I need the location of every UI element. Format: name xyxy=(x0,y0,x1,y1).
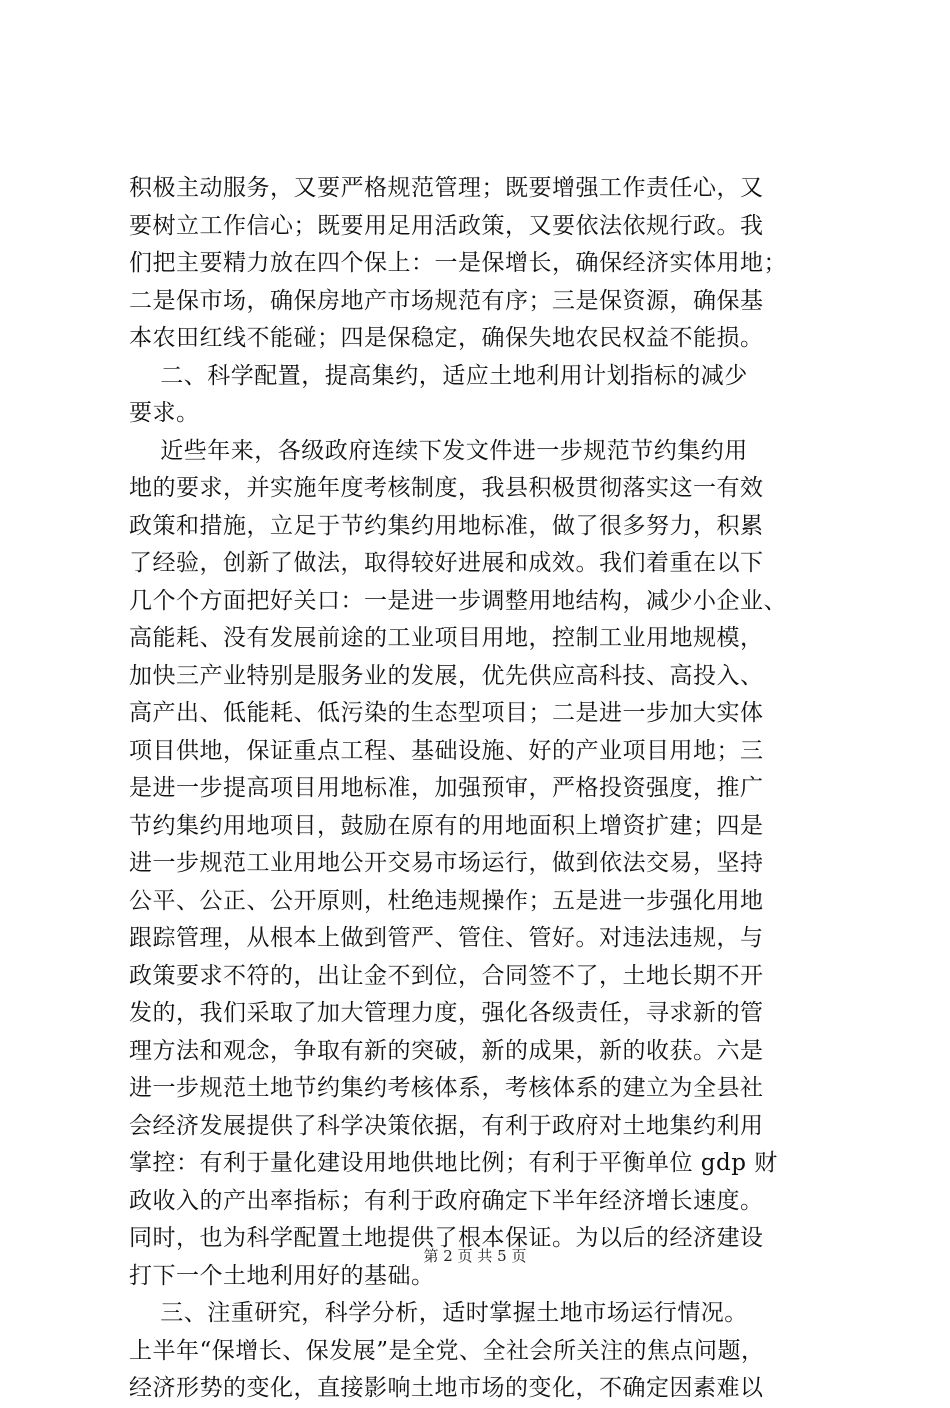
text-line: 二是保市场，确保房地产市场规范有序；三是保资源，确保基 xyxy=(129,287,764,314)
text-line: 政策和措施，立足于节约集约用地标准，做了很多努力，积累 xyxy=(129,512,764,539)
text-line: 三、注重研究，科学分析，适时掌握土地市场运行情况。 xyxy=(129,1300,748,1326)
text-line: 项目供地，保证重点工程、基础设施、好的产业项目用地；三 xyxy=(129,737,764,764)
text-line: 二、科学配置，提高集约，适应土地利用计划指标的减少 xyxy=(129,362,748,389)
text-line: 跟踪管理，从根本上做到管严、管住、管好。对违法违规，与 xyxy=(129,925,764,951)
text-line: 们把主要精力放在四个保上：一是保增长，确保经济实体用地； xyxy=(129,250,787,276)
text-line: 上半年“保增长、保发展”是全党、全社会所关注的焦点问题， xyxy=(129,1337,765,1364)
text-line: 节约集约用地项目，鼓励在原有的用地面积上增资扩建；四是 xyxy=(129,812,764,839)
text-line: 了经验，创新了做法，取得较好进展和成效。我们着重在以下 xyxy=(129,550,764,576)
text-line: 发的，我们采取了加大管理力度，强化各级责任，寻求新的管 xyxy=(129,1000,764,1026)
text-line: 要树立工作信心；既要用足用活政策，又要依法依规行政。我 xyxy=(129,212,764,239)
text-line: 积极主动服务，又要严格规范管理；既要增强工作责任心，又 xyxy=(129,175,764,201)
text-line: 加快三产业特别是服务业的发展，优先供应高科技、高投入、 xyxy=(129,662,764,689)
text-line: 几个个方面把好关口：一是进一步调整用地结构，减少小企业、 xyxy=(129,587,787,614)
text-line: 同时，也为科学配置土地提供了根本保证。为以后的经济建设 xyxy=(129,1225,764,1251)
text-line: 掌控：有利于量化建设用地供地比例；有利于平衡单位 gdp 财 xyxy=(129,1150,778,1176)
text-line: 理方法和观念，争取有新的突破，新的成果，新的收获。六是 xyxy=(129,1037,764,1064)
text-line: 是进一步提高项目用地标准，加强预审，严格投资强度，推广 xyxy=(129,775,764,801)
text-line: 政收入的产出率指标；有利于政府确定下半年经济增长速度。 xyxy=(129,1187,764,1214)
text-line: 经济形势的变化，直接影响土地市场的变化，不确定因素难以 xyxy=(129,1375,764,1401)
text-line: 进一步规范工业用地公开交易市场运行，做到依法交易，坚持 xyxy=(129,850,764,876)
text-line: 政策要求不符的，出让金不到位，合同签不了，土地长期不开 xyxy=(129,962,764,989)
text-line: 地的要求，并实施年度考核制度，我县积极贯彻落实这一有效 xyxy=(129,475,764,501)
text-line: 会经济发展提供了科学决策依据，有利于政府对土地集约利用 xyxy=(129,1112,764,1139)
text-line: 高能耗、没有发展前途的工业项目用地，控制工业用地规模， xyxy=(129,625,764,651)
text-line: 近些年来，各级政府连续下发文件进一步规范节约集约用 xyxy=(129,437,748,464)
text-line: 公平、公正、公开原则，杜绝违规操作；五是进一步强化用地 xyxy=(129,887,764,914)
document-body xyxy=(129,170,829,1408)
page-footer: 第 2 页 共 5 页 xyxy=(423,1247,527,1265)
text-line: 进一步规范土地节约集约考核体系，考核体系的建立为全县社 xyxy=(129,1075,764,1101)
text-line: 高产出、低能耗、低污染的生态型项目；二是进一步加大实体 xyxy=(129,700,764,726)
text-line: 打下一个土地利用好的基础。 xyxy=(129,1262,435,1289)
text-line: 要求。 xyxy=(129,400,200,426)
text-line: 本农田红线不能碰；四是保稳定，确保失地农民权益不能损。 xyxy=(129,325,764,351)
